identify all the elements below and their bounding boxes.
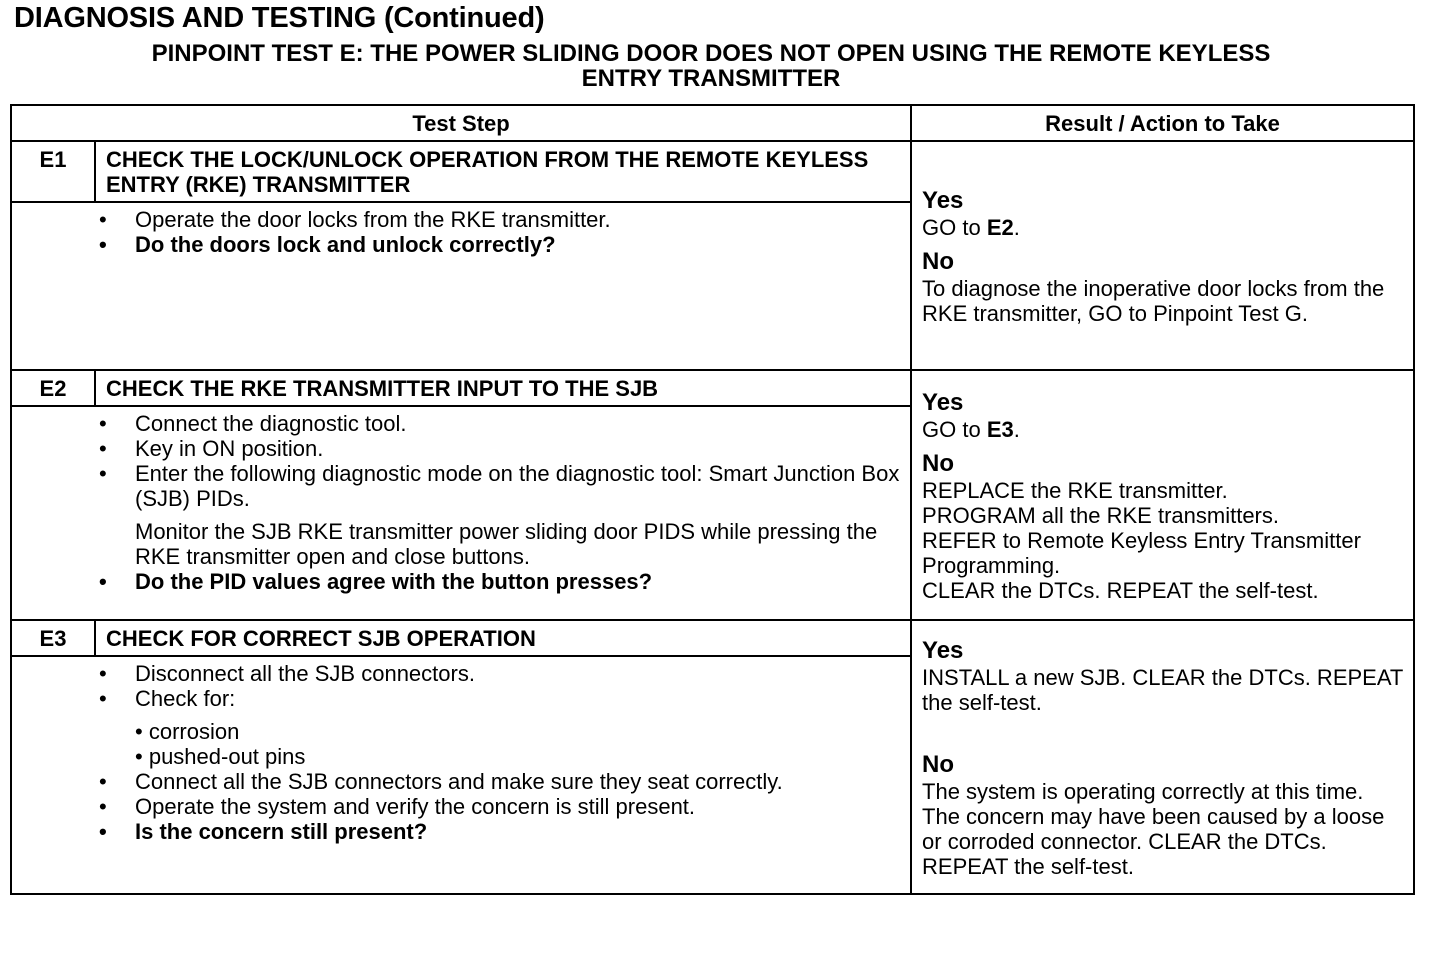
list-item: • Operate the door locks from the RKE transmitter. <box>95 207 902 232</box>
pinpoint-test-table <box>10 104 1415 895</box>
list-item: • Operate the system and verify the concern is still present. <box>95 794 902 819</box>
yes-action-text: GO to <box>922 417 981 442</box>
step-title: CHECK FOR CORRECT SJB OPERATION <box>95 620 911 656</box>
step-e1-header-row <box>11 141 1414 202</box>
list-item: • Disconnect all the SJB connectors. <box>95 661 902 686</box>
yes-action: INSTALL a new SJB. CLEAR the DTCs. REPEAT the self-test. <box>922 665 1403 715</box>
column-header-result: Result / Action to Take <box>911 105 1414 141</box>
step-instructions <box>95 656 911 894</box>
no-label: No <box>922 450 955 477</box>
subtitle-line-1: PINPOINT TEST E: THE POWER SLIDING DOOR DOES NOT OPEN USING THE REMOTE KEYLESS <box>151 40 1271 67</box>
step-e2-header-row <box>11 370 1414 406</box>
no-label: No <box>922 751 955 778</box>
subtitle-line-2: ENTRY TRANSMITTER <box>581 65 841 92</box>
step-question: • Do the doors lock and unlock correctly? <box>95 232 902 257</box>
step-question: • Is the concern still present? <box>95 819 902 844</box>
yes-label: Yes <box>922 637 964 664</box>
step-id: E2 <box>11 370 95 406</box>
list-item: • Connect the diagnostic tool. <box>95 411 902 436</box>
yes-label: Yes <box>922 389 964 416</box>
no-action: The system is operating correctly at this time. The concern may have been caused by a loose or corroded connector. CLEAR the DTCs. REPEAT the self-test. <box>922 779 1385 879</box>
step-id: E1 <box>11 141 95 202</box>
yes-action-text: GO to <box>922 215 981 240</box>
no-line: REPLACE the RKE transmitter. <box>922 478 1228 503</box>
yes-label: Yes <box>922 187 964 214</box>
yes-action <box>922 215 1405 240</box>
step-instructions <box>95 202 911 370</box>
page-title: DIAGNOSIS AND TESTING (Continued) <box>14 2 545 34</box>
step-result <box>911 141 1414 370</box>
list-item: • Check for: <box>95 686 902 711</box>
step-instructions <box>95 406 911 620</box>
step-e3-header-row <box>11 620 1414 656</box>
no-line: CLEAR the DTCs. REPEAT the self-test. <box>922 578 1319 603</box>
yes-action-ref: E2 <box>986 215 1014 240</box>
yes-action <box>922 417 1405 442</box>
step-result <box>911 620 1414 894</box>
list-item: • Enter the following diagnostic mode on the diagnostic tool: Smart Junction Box (SJB) PIDs. <box>95 461 902 511</box>
no-line: REFER to Remote Keyless Entry Transmitter Programming. <box>922 528 1361 578</box>
sub-list-item: • pushed-out pins <box>135 744 902 769</box>
step-id: E3 <box>11 620 95 656</box>
no-action: To diagnose the inoperative door locks from the RKE transmitter, GO to Pinpoint Test G. <box>922 276 1385 326</box>
column-header-test-step: Test Step <box>11 105 911 141</box>
step-title: CHECK THE LOCK/UNLOCK OPERATION FROM THE REMOTE KEYLESS ENTRY (RKE) TRANSMITTER <box>95 141 911 202</box>
yes-action-end: . <box>1013 417 1020 442</box>
step-result <box>911 370 1414 620</box>
step-question: • Do the PID values agree with the button presses? <box>95 569 902 594</box>
step-title: CHECK THE RKE TRANSMITTER INPUT TO THE SJB <box>95 370 911 406</box>
list-item: • Connect all the SJB connectors and make sure they seat correctly. <box>95 769 902 794</box>
yes-action-ref: E3 <box>986 417 1014 442</box>
list-item: • Key in ON position. <box>95 436 902 461</box>
pinpoint-test-title <box>0 41 1422 91</box>
sub-list-item: • corrosion <box>135 719 902 744</box>
no-label: No <box>922 248 955 275</box>
no-line: PROGRAM all the RKE transmitters. <box>922 503 1279 528</box>
table-header-row <box>11 105 1414 141</box>
step-note: Monitor the SJB RKE transmitter power sliding door PIDS while pressing the RKE transmitter open and close buttons. <box>135 519 878 569</box>
yes-action-end: . <box>1013 215 1020 240</box>
